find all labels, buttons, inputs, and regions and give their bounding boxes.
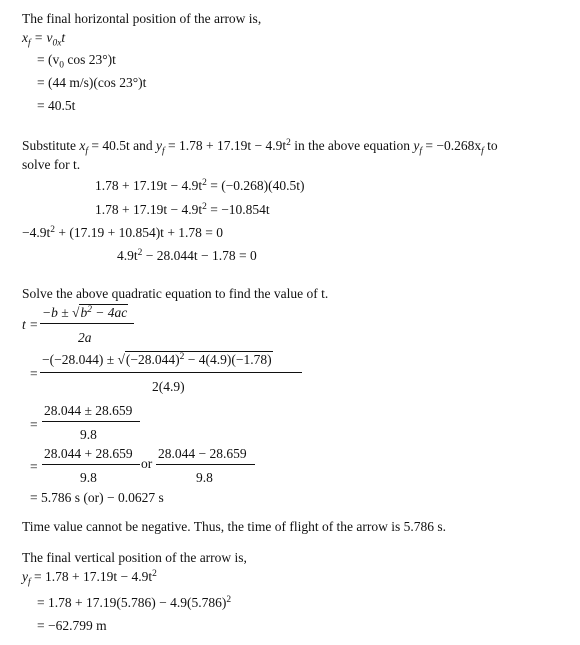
xf-step-2-sub: 0 [59, 60, 64, 71]
vertical-position-heading: The final vertical position of the arrow is, [22, 550, 247, 565]
fraction-4-bar [42, 464, 140, 465]
eq-sign-1: = [30, 366, 38, 381]
sub-num-sup: 2 [179, 351, 185, 362]
sub-eq-3-a: −4.9t [22, 225, 51, 240]
yf-equation [22, 568, 157, 588]
quad-num-sup: 2 [87, 304, 92, 315]
fraction-5-numerator: 28.044 − 28.659 [158, 446, 247, 461]
sub-eq-3-sup: 2 [50, 224, 55, 235]
quadratic-denominator: 2a [78, 330, 92, 345]
above-equation-text: in the above equation [290, 138, 411, 153]
sub-eq-2 [95, 203, 270, 217]
substituted-fraction-bar [40, 372, 302, 373]
yf-relation: = −0.268x [422, 138, 482, 153]
fraction-3-denominator: 9.8 [80, 427, 97, 442]
yf-step-2-sup: 2 [226, 594, 232, 605]
fraction-3-bar [42, 421, 140, 422]
yf-subscript-3: f [28, 577, 31, 588]
sub-eq-3-b: + (17.19 + 10.854)t + 1.78 = 0 [54, 225, 224, 240]
quad-num-a: −b ± √ [42, 305, 80, 320]
v0x-subscript: 0x [52, 38, 62, 49]
eq-sign-2: = [30, 417, 38, 432]
sub-eq-4 [117, 249, 257, 263]
quadratic-heading: Solve the above quadratic equation to find the value of t. [22, 286, 329, 301]
sub-eq-4-b: − 28.044t − 1.78 = 0 [142, 248, 257, 263]
xf-subscript-2: f [85, 146, 89, 157]
fraction-5-denominator: 9.8 [196, 470, 213, 485]
sub-eq-4-a: 4.9t [117, 248, 138, 263]
yf-value: = 1.78 + 17.19t − 4.9t [164, 138, 287, 153]
substituted-numerator [42, 353, 273, 367]
fraction-5-bar [156, 464, 255, 465]
xf-subscript-3: f [481, 146, 484, 157]
yf-step-2-a: = 1.78 + 17.19(5.786) − 4.9(5.786) [37, 595, 227, 610]
to-word: to [483, 138, 498, 153]
time-conclusion: Time value cannot be negative. Thus, the time of flight of the arrow is 5.786 s. [22, 519, 447, 534]
sub-eq-2-a: 1.78 + 17.19t − 4.9t [95, 202, 203, 217]
xf-symbol-2: x [79, 138, 86, 153]
xf-value: = 40.5t and [88, 138, 153, 153]
sub-num-b: (−28.044) [125, 352, 180, 367]
quad-num-c: − 4ac [91, 305, 128, 320]
sub-eq-2-sup: 2 [202, 201, 207, 212]
yf-result: = −62.799 m [37, 618, 107, 633]
sub-eq-1-b: = (−0.268)(40.5t) [206, 178, 305, 193]
xf-step-2 [37, 52, 116, 71]
fraction-4-denominator: 9.8 [80, 470, 97, 485]
xf-symbol: x [22, 30, 28, 45]
quad-num-b: b [80, 305, 88, 320]
solve-for-t: solve for t. [22, 157, 81, 172]
sub-eq-3 [22, 226, 223, 240]
sub-eq-1-sup: 2 [202, 177, 207, 188]
eq-sign-3: = [30, 459, 38, 474]
yf-rhs-sup: 2 [152, 568, 157, 579]
xf-t: t [61, 30, 66, 45]
fraction-3-numerator: 28.044 ± 28.659 [44, 403, 133, 418]
xf-step-4: = 40.5t [37, 98, 76, 113]
sub-num-a: −(−28.044) ± √ [42, 352, 125, 367]
t-equals: t = [22, 317, 39, 332]
fraction-4-numerator: 28.044 + 28.659 [44, 446, 133, 461]
or-word: or [141, 456, 153, 471]
quadratic-fraction-bar [40, 323, 134, 324]
substituted-denominator: 2(4.9) [152, 379, 185, 394]
yf-symbol-3: y [22, 569, 28, 584]
yf-step-2 [37, 596, 231, 610]
horizontal-position-heading: The final horizontal position of the arrow is, [22, 11, 262, 26]
sub-eq-1-a: 1.78 + 17.19t − 4.9t [95, 178, 203, 193]
yf-symbol: y [156, 138, 162, 153]
xf-equation [22, 30, 66, 49]
sub-eq-2-b: = −10.854t [206, 202, 270, 217]
sub-num-c: − 4(4.9)(−1.78) [184, 352, 272, 367]
time-result: = 5.786 s (or) − 0.0627 s [30, 490, 164, 505]
yf-rhs: = 1.78 + 17.19t − 4.9t [30, 569, 153, 584]
xf-subscript: f [28, 38, 31, 49]
sub-eq-4-sup: 2 [137, 247, 143, 258]
substitute-line [22, 137, 498, 157]
xf-step-2-a: = (v [37, 52, 60, 67]
sub-eq-1 [95, 179, 305, 193]
yf-symbol-2: y [413, 138, 420, 153]
xf-step-3: = (44 m/s)(cos 23°)t [37, 75, 147, 90]
xf-rhs: = v [30, 30, 53, 45]
yf-square: 2 [286, 137, 291, 148]
xf-step-2-b: cos 23°)t [63, 52, 116, 67]
yf-subscript: f [162, 146, 165, 157]
yf-subscript-2: f [419, 146, 423, 157]
quadratic-numerator [42, 306, 128, 320]
substitute-word: Substitute [22, 138, 77, 153]
